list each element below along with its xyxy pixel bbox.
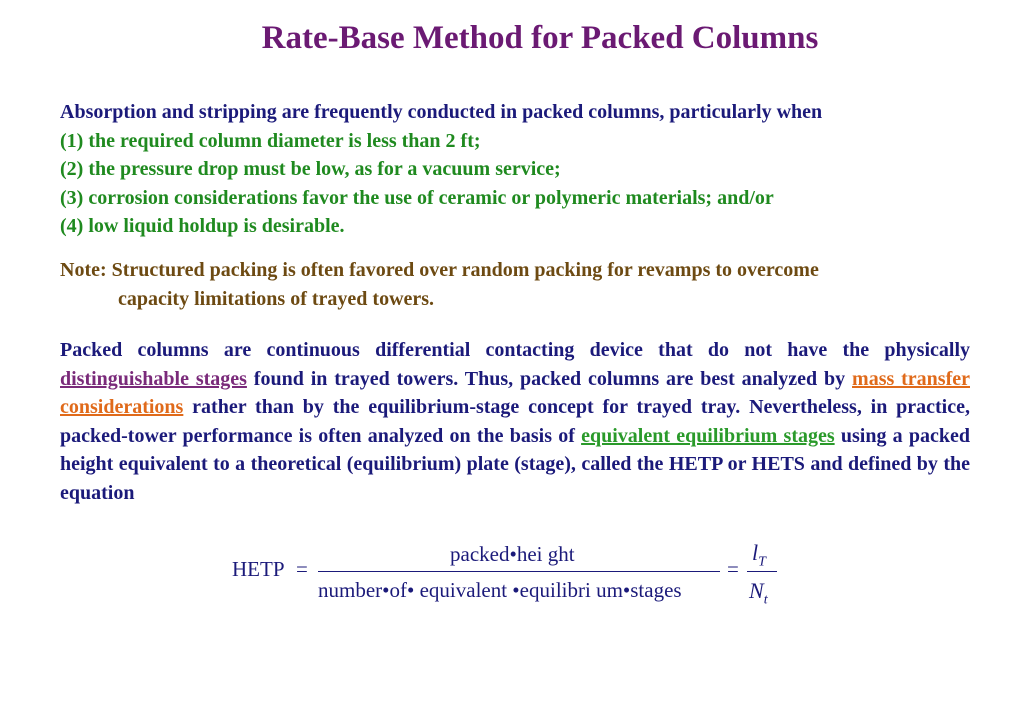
rhs-n-subscript: t bbox=[763, 592, 768, 608]
equation-equals-sign: = bbox=[296, 557, 308, 581]
equation-numerator: packed•hei ght bbox=[450, 542, 575, 566]
note-line-1: Note: Structured packing is often favored over random packing for revamps to overcome bbox=[60, 259, 819, 281]
intro-item-3: (3) corrosion considerations favor the use of ceramic or polymeric materials; and/or bbox=[60, 186, 774, 209]
intro-item-2: (2) the pressure drop must be low, as for a vacuum service; bbox=[60, 158, 561, 180]
page-title: Rate-Base Method for Packed Columns bbox=[261, 20, 819, 56]
body-paragraph bbox=[60, 336, 970, 507]
link-distinguishable-stages[interactable]: distinguishable stages bbox=[60, 367, 247, 390]
paragraph-text-4: using a packed height equivalent to a theoretical (equilibrium) plate (stage), called the HETP or HETS and defined by the equation bbox=[60, 424, 970, 504]
link-equivalent-equilibrium-stages[interactable]: equivalent equilibrium stages bbox=[581, 424, 835, 447]
equation-rhs-numerator bbox=[752, 540, 766, 570]
intro-item-1: (1) the required column diameter is less than 2 ft; bbox=[60, 129, 481, 152]
intro-block bbox=[60, 98, 980, 241]
link-mass-transfer-considerations[interactable]: mass transfer considerations bbox=[60, 367, 970, 418]
intro-item-4: (4) low liquid holdup is desirable. bbox=[60, 215, 345, 237]
equation-denominator: number•of• equivalent •equilibri um•stages bbox=[318, 578, 682, 602]
fraction-bar bbox=[318, 571, 720, 572]
equation-rhs-denominator bbox=[749, 578, 768, 608]
rhs-n: N bbox=[749, 578, 764, 603]
rhs-l-subscript: T bbox=[758, 554, 766, 570]
intro-lead: Absorption and stripping are frequently conducted in packed columns, particularly when bbox=[60, 101, 823, 123]
equation-equals-sign-2: = bbox=[727, 557, 739, 581]
paragraph-text-1: Packed columns are continuous differential contacting device that do not have the physically bbox=[60, 339, 970, 361]
equation-lhs: HETP bbox=[232, 557, 285, 581]
fraction-bar-2 bbox=[747, 571, 777, 572]
paragraph-text-2: found in trayed towers. Thus, packed columns are best analyzed by bbox=[246, 367, 853, 390]
rhs-l: l bbox=[752, 540, 759, 565]
paragraph-text-3: rather than by the equilibrium-stage concept for trayed tray. Nevertheless, in practice, packed-tower performance is often analyzed on the basis of bbox=[60, 396, 970, 447]
note-block bbox=[60, 256, 980, 313]
note-line-2: capacity limitations of trayed towers. bbox=[118, 287, 435, 310]
